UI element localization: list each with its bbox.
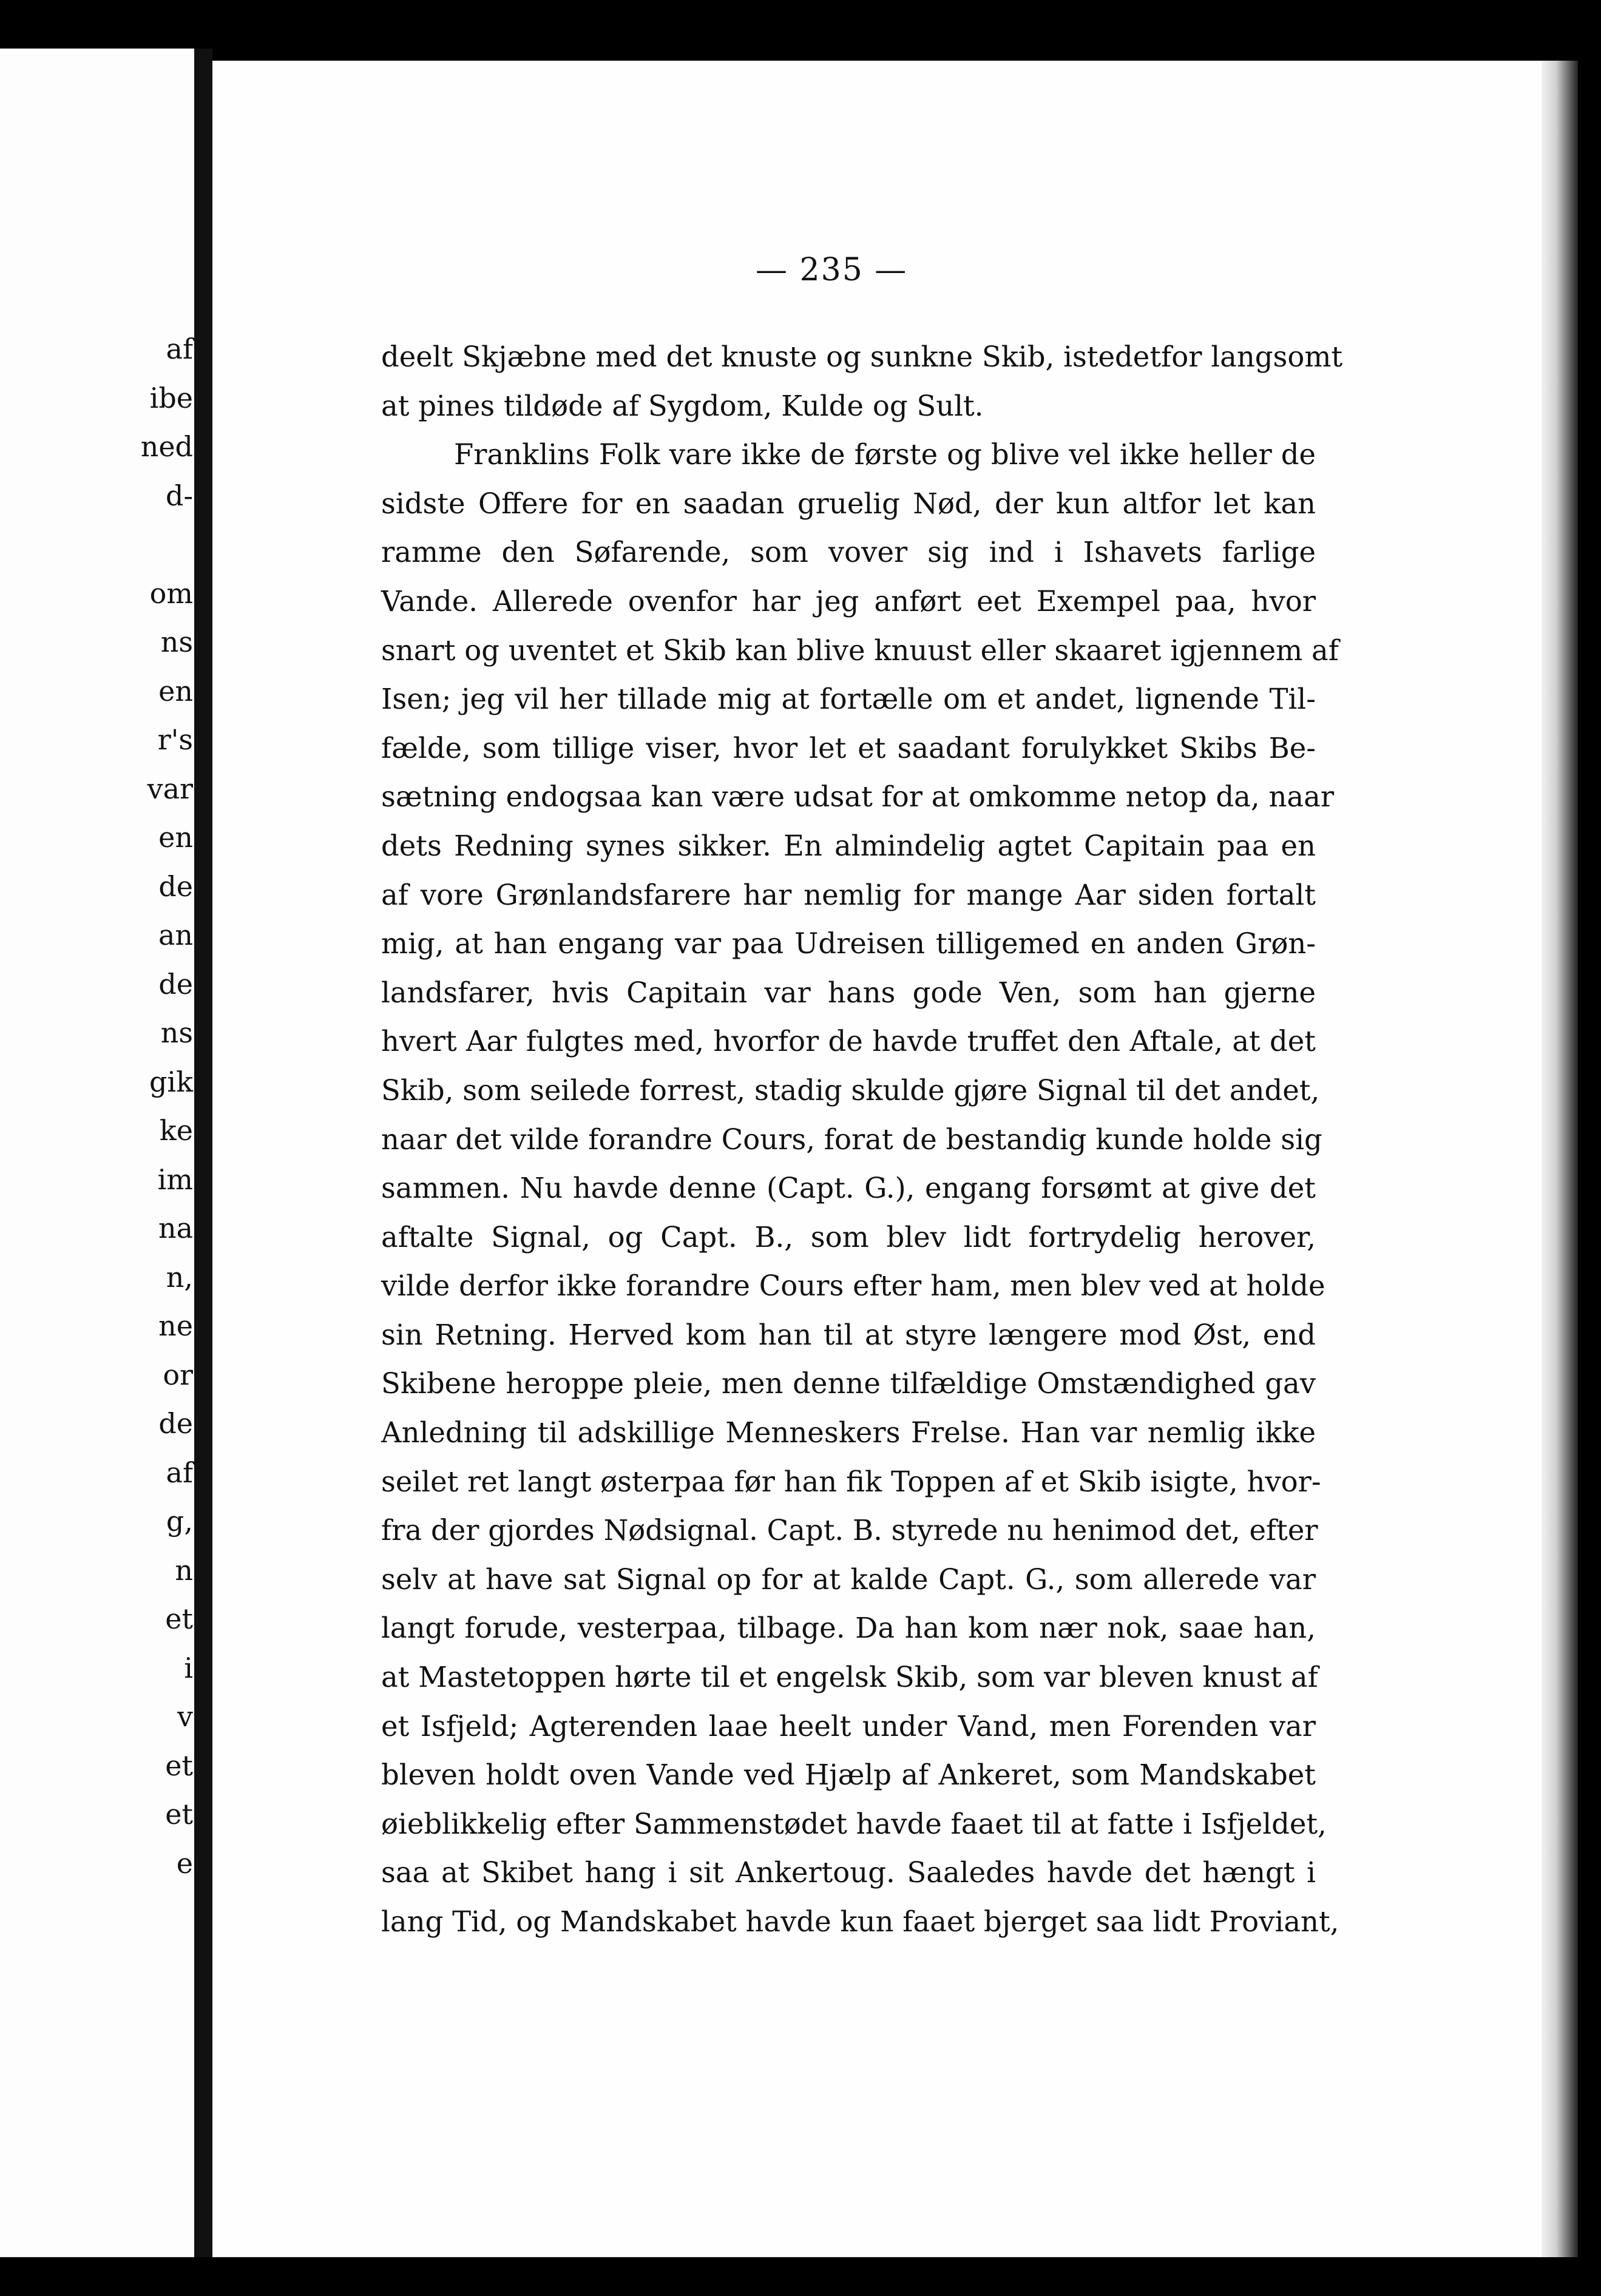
left-page-fragment: af [166, 333, 193, 365]
text-line: sammen. Nu havde denne (Capt. G.), engang forsømt at give det [381, 1172, 1316, 1205]
text-line: sin Retning. Herved kom han til at styre længere mod Øst, end [381, 1318, 1316, 1351]
left-page-fragment: ke [159, 1114, 193, 1147]
text-line: mig, at han engang var paa Udreisen tilligemed en anden Grøn- [381, 927, 1316, 961]
left-page-fragment: e [176, 1846, 193, 1880]
text-line: vilde derfor ikke forandre Cours efter ham, men blev ved at holde [381, 1269, 1325, 1303]
text-line: langt forude, vesterpaa, tilbage. Da han kom nær nok, saae han, [381, 1612, 1316, 1645]
left-page-fragment: n, [166, 1260, 193, 1294]
left-page-fragment: n [175, 1553, 193, 1587]
text-line: aftalte Signal, og Capt. B., som blev lidt fortrydelig herover, [381, 1220, 1316, 1254]
left-page-fragment: ned [140, 430, 193, 463]
left-page-fragment: om [149, 576, 193, 610]
text-line: af vore Grønlandsfarere har nemlig for mange Aar siden fortalt [381, 878, 1316, 911]
text-line: Skib, som seilede forrest, stadig skulde gjøre Signal til det andet, [381, 1073, 1320, 1107]
text-line: sidste Offere for en saadan gruelig Nød, der kun altfor let kan [381, 487, 1316, 520]
text-line: Isen; jeg vil her tillade mig at fortælle om et andet, lignende Til- [381, 683, 1316, 716]
text-line: seilet ret langt østerpaa før han fik Toppen af et Skib isigte, hvor- [381, 1465, 1321, 1498]
left-page-fragment: et [165, 1749, 193, 1782]
left-page-fragment: de [158, 967, 193, 1001]
left-page-fragment: en [158, 821, 193, 854]
text-line: landsfarer, hvis Capitain var hans gode Ven, som han gjerne [381, 976, 1316, 1009]
text-line: naar det vilde forandre Cours, forat de bestandig kunde holde sig [381, 1123, 1322, 1156]
page-number-header: — 235 — [756, 252, 908, 288]
text-line: fælde, som tillige viser, hvor let et saadant forulykket Skibs Be- [381, 731, 1316, 765]
text-line: bleven holdt oven Vande ved Hjælp af Ankeret, som Mandskabet [381, 1758, 1316, 1792]
text-line: Anledning til adskillige Menneskers Frelse. Han var nemlig ikke [381, 1416, 1316, 1450]
text-line: ramme den Søfarende, som vover sig ind i Ishavets farlige [381, 536, 1316, 569]
left-page-fragment: or [163, 1358, 193, 1391]
left-page-fragment: en [158, 674, 193, 707]
text-line: et Isfjeld; Agterenden laae heelt under Vand, men Forenden var [381, 1709, 1316, 1743]
left-page-fragment [141, 520, 194, 569]
left-page-fragment: an [158, 919, 193, 951]
text-line: at pines tildøde af Sygdom, Kulde og Sult. [381, 389, 984, 422]
left-page-fragment: ns [160, 626, 193, 658]
text-line: øieblikkelig efter Sammenstødet havde faaet til at fatte i Isfjeldet, [381, 1807, 1327, 1840]
text-line: sætning endogsaa kan være udsat for at omkomme netop da, naar [381, 780, 1335, 814]
text-line: lang Tid, og Mandskabet havde kun faaet bjerget saa lidt Proviant, [381, 1905, 1339, 1938]
page-edge-shadow [1542, 61, 1578, 2257]
text-line: saa at Skibet hang i sit Ankertoug. Saaledes havde det hængt i [381, 1856, 1316, 1889]
left-page-fragment: v [177, 1700, 193, 1733]
text-line: Franklins Folk vare ikke de første og blive vel ikke heller de [454, 438, 1316, 471]
left-page-fragment: ns [160, 1016, 193, 1049]
left-page-cut-text [141, 325, 194, 1888]
left-page-fragment: et [165, 1602, 193, 1635]
left-page-fragment: ne [158, 1309, 193, 1342]
left-page [0, 49, 194, 2257]
text-line: dets Redning synes sikker. En almindelig agtet Capitain paa en [381, 829, 1316, 862]
left-page-fragment: g, [166, 1505, 193, 1538]
left-page-fragment: i [184, 1651, 193, 1684]
left-page-fragment: na [158, 1212, 193, 1244]
body-text [381, 333, 1343, 1947]
text-line: Vande. Allerede ovenfor har jeg anført eet Exempel paa, hvor [381, 584, 1316, 618]
text-line: Skibene heroppe pleie, men denne tilfældige Omstændighed gav [381, 1367, 1316, 1400]
left-page-fragment: de [158, 869, 193, 903]
text-line: fra der gjordes Nødsignal. Capt. B. styrede nu henimod det, efter [381, 1514, 1318, 1547]
text-line: selv at have sat Signal op for at kalde Capt. G., som allerede var [381, 1562, 1316, 1596]
left-page-fragment: et [165, 1798, 193, 1831]
text-line: snart og uventet et Skib kan blive knuust eller skaaret igjennem af [381, 633, 1339, 667]
book-gutter [194, 49, 212, 2257]
left-page-fragment: gik [149, 1065, 193, 1098]
left-page-fragment: r's [157, 723, 193, 756]
text-line: hvert Aar fulgtes med, hvorfor de havde truffet den Aftale, at det [381, 1025, 1316, 1058]
left-page-fragment: ibe [149, 381, 193, 414]
left-page-fragment: var [147, 772, 193, 805]
left-page-fragment: im [157, 1163, 193, 1196]
text-line: deelt Skjæbne med det knuste og sunkne Skib, istedetfor langsomt [381, 340, 1343, 373]
left-page-fragment: af [166, 1456, 193, 1489]
left-page-fragment: de [158, 1407, 193, 1440]
text-line: at Mastetoppen hørte til et engelsk Skib, som var bleven knust af [381, 1661, 1318, 1694]
left-page-fragment: d- [166, 479, 193, 512]
